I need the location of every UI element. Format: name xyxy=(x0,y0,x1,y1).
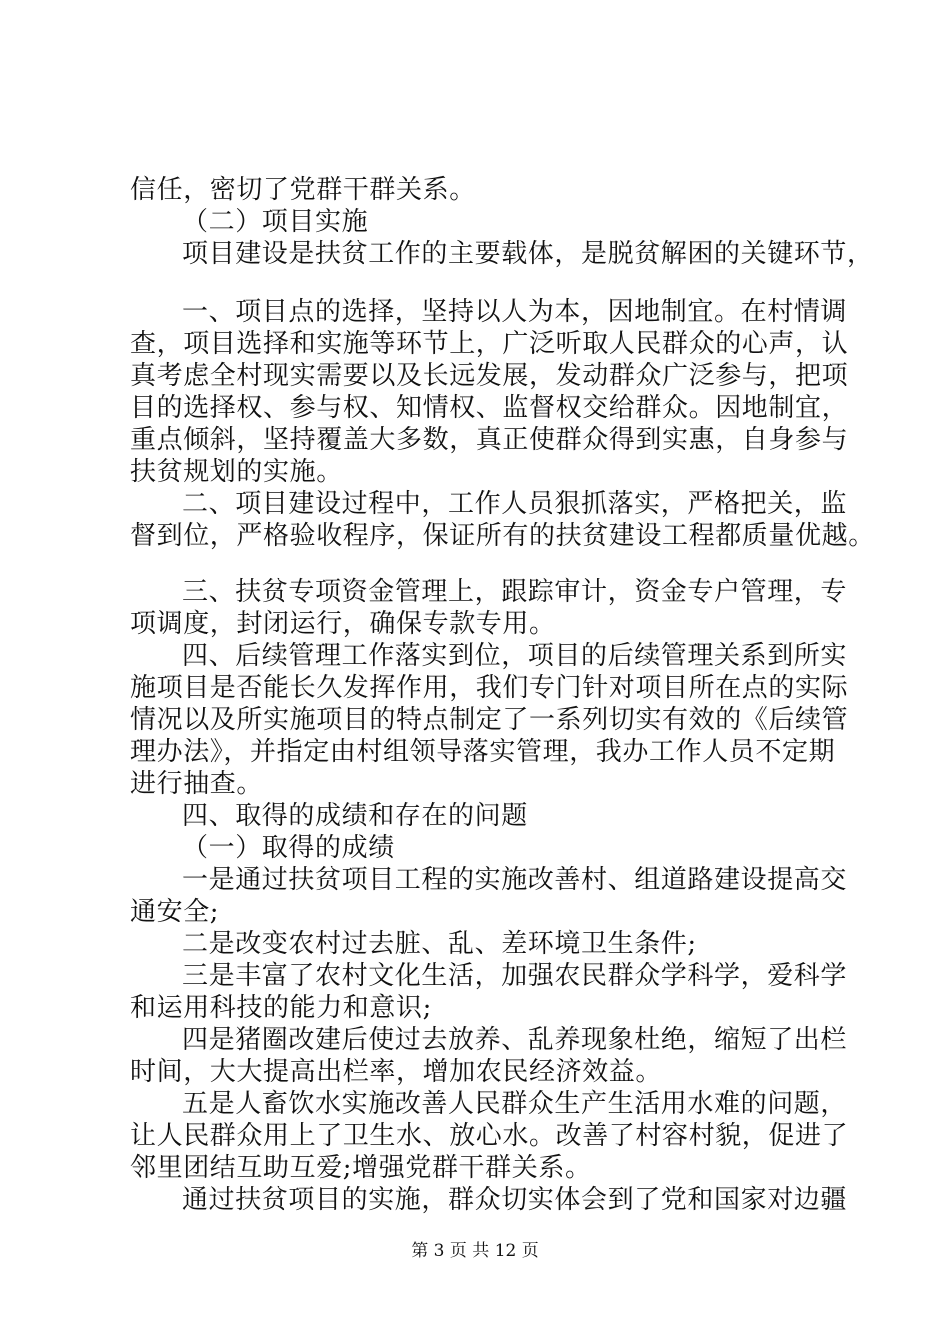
text-line: 信任，密切了党群干群关系。 xyxy=(130,175,476,205)
text-line: 督到位，严格验收程序，保证所有的扶贫建设工程都质量优越。 xyxy=(130,521,875,551)
text-line: 通安全; xyxy=(130,897,220,927)
text-line: 项调度，封闭运行，确保专款专用。 xyxy=(130,609,556,639)
text-line: 真考虑全村现实需要以及长远发展，发动群众广泛参与，把项 xyxy=(130,361,849,391)
text-line: 邻里团结互助互爱;增强党群干群关系。 xyxy=(130,1153,592,1183)
text-line: 三是丰富了农村文化生活，加强农民群众学科学，爱科学 xyxy=(182,961,848,991)
text-line: 一是通过扶贫项目工程的实施改善村、组道路建设提高交 xyxy=(182,865,848,895)
text-line: 四是猪圈改建后使过去放养、乱养现象杜绝，缩短了出栏 xyxy=(182,1025,848,1055)
text-line: 一、项目点的选择，坚持以人为本，因地制宜。在村情调 xyxy=(182,297,848,327)
text-line: 查，项目选择和实施等环节上，广泛听取人民群众的心声，认 xyxy=(130,329,849,359)
text-line: 时间，大大提高出栏率，增加农民经济效益。 xyxy=(130,1057,663,1087)
section-heading: 四、取得的成绩和存在的问题 xyxy=(182,801,528,831)
text-line: 目的选择权、参与权、知情权、监督权交给群众。因地制宜， xyxy=(130,393,849,423)
text-line: 情况以及所实施项目的特点制定了一系列切实有效的《后续管 xyxy=(130,705,849,735)
text-line: 五是人畜饮水实施改善人民群众生产生活用水难的问题， xyxy=(182,1089,848,1119)
text-line: 扶贫规划的实施。 xyxy=(130,457,343,487)
text-line: 四、后续管理工作落实到位，项目的后续管理关系到所实 xyxy=(182,641,848,671)
text-line: 和运用科技的能力和意识; xyxy=(130,993,432,1023)
text-line: 进行抽查。 xyxy=(130,769,264,799)
text-line: 通过扶贫项目的实施，群众切实体会到了党和国家对边疆 xyxy=(182,1185,848,1215)
text-line: 二是改变农村过去脏、乱、差环境卫生条件; xyxy=(182,929,697,959)
subsection-heading: （一）取得的成绩 xyxy=(182,833,395,863)
section-heading: （二）项目实施 xyxy=(182,207,369,237)
text-line: 理办法》，并指定由村组领导落实管理，我办工作人员不定期 xyxy=(130,737,836,767)
text-line: 让人民群众用上了卫生水、放心水。改善了村容村貌，促进了 xyxy=(130,1121,849,1151)
text-line: 项目建设是扶贫工作的主要载体，是脱贫解困的关键环节， xyxy=(182,239,874,269)
text-line: 二、项目建设过程中，工作人员狠抓落实，严格把关，监 xyxy=(182,489,848,519)
text-line: 三、扶贫专项资金管理上，跟踪审计，资金专户管理，专 xyxy=(182,577,848,607)
page-number-footer: 第 3 页 共 12 页 xyxy=(411,1241,539,1261)
text-line: 施项目是否能长久发挥作用，我们专门针对项目所在点的实际 xyxy=(130,673,849,703)
text-line: 重点倾斜，坚持覆盖大多数，真正使群众得到实惠，自身参与 xyxy=(130,425,849,455)
